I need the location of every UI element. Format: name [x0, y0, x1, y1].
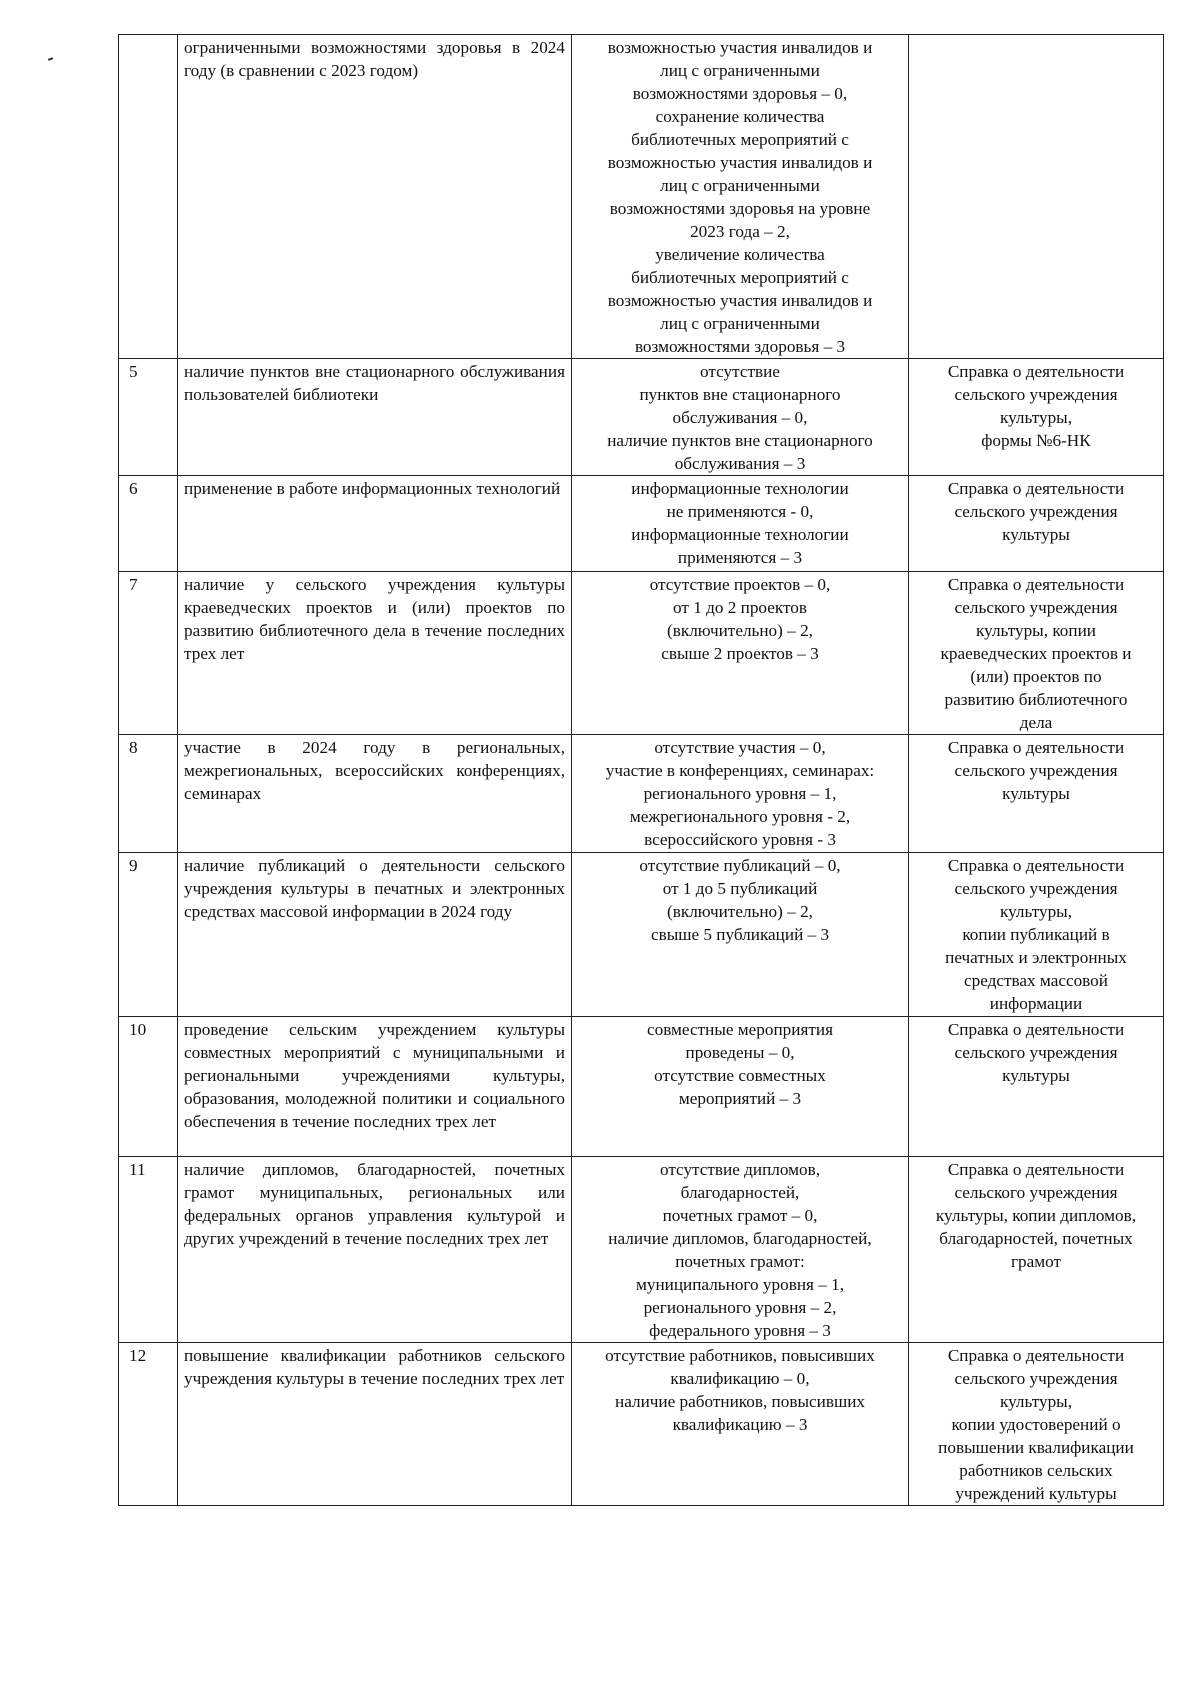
scoring-cell: совместные мероприятия проведены – 0, отсутствие совместных мероприятий – 3 — [572, 1017, 909, 1157]
criterion-cell: участие в 2024 году в региональных, межрегиональных, всероссийских конференциях, семинарах — [178, 735, 572, 853]
documents-cell: Справка о деятельности сельского учреждения культуры, копии удостоверений о повышении квалификации работников сельских учреждений культуры — [909, 1343, 1164, 1506]
criterion-cell: ограниченными возможностями здоровья в 2024 году (в сравнении с 2023 годом) — [178, 35, 572, 359]
criterion-cell: проведение сельским учреждением культуры совместных мероприятий с муниципальными и региональными учреждениями культуры, образования, молодежной политики и социального обеспечения в течение последних трех лет — [178, 1017, 572, 1157]
criterion-cell: наличие публикаций о деятельности сельского учреждения культуры в печатных и электронных средствах массовой информации в 2024 году — [178, 853, 572, 1017]
documents-cell: Справка о деятельности сельского учреждения культуры, формы №6-НК — [909, 359, 1164, 476]
table-row — [119, 476, 1164, 572]
scan-speck — [48, 57, 53, 61]
criteria-table — [118, 34, 1164, 1506]
table-row — [119, 572, 1164, 735]
scoring-cell: возможностью участия инвалидов и лиц с ограниченными возможностями здоровья – 0, сохранение количества библиотечных мероприятий с возможностью участия инвалидов и лиц с ограниченными возможностями здоровья на уровне 2023 года – 2, увеличение количества библиотечных мероприятий с возможностью участия инвалидов и лиц с ограниченными возможностями здоровья – 3 — [572, 35, 909, 359]
scoring-cell: отсутствие публикаций – 0, от 1 до 5 публикаций (включительно) – 2, свыше 5 публикаций – 3 — [572, 853, 909, 1017]
row-number: 10 — [119, 1017, 178, 1157]
criterion-cell: повышение квалификации работников сельского учреждения культуры в течение последних трех лет — [178, 1343, 572, 1506]
scoring-cell: отсутствие работников, повысивших квалификацию – 0, наличие работников, повысивших квалификацию – 3 — [572, 1343, 909, 1506]
row-number: 9 — [119, 853, 178, 1017]
row-number: 5 — [119, 359, 178, 476]
documents-cell: Справка о деятельности сельского учреждения культуры, копии краеведческих проектов и (или) проектов по развитию библиотечного дела — [909, 572, 1164, 735]
row-number — [119, 35, 178, 359]
documents-cell: Справка о деятельности сельского учреждения культуры — [909, 735, 1164, 853]
table-row — [119, 1017, 1164, 1157]
scoring-cell: отсутствие пунктов вне стационарного обслуживания – 0, наличие пунктов вне стационарного обслуживания – 3 — [572, 359, 909, 476]
row-number: 8 — [119, 735, 178, 853]
table-row — [119, 1343, 1164, 1506]
table-row — [119, 735, 1164, 853]
scoring-cell: отсутствие дипломов, благодарностей, почетных грамот – 0, наличие дипломов, благодарностей, почетных грамот: муниципального уровня – 1, регионального уровня – 2, федерального уровня – 3 — [572, 1157, 909, 1343]
row-number: 11 — [119, 1157, 178, 1343]
documents-cell — [909, 35, 1164, 359]
criterion-cell: наличие пунктов вне стационарного обслуживания пользователей библиотеки — [178, 359, 572, 476]
table-row — [119, 359, 1164, 476]
scoring-cell: информационные технологии не применяются - 0, информационные технологии применяются – 3 — [572, 476, 909, 572]
documents-cell: Справка о деятельности сельского учреждения культуры, копии публикаций в печатных и электронных средствах массовой информации — [909, 853, 1164, 1017]
scoring-cell: отсутствие участия – 0, участие в конференциях, семинарах: регионального уровня – 1, межрегионального уровня - 2, всероссийского уровня - 3 — [572, 735, 909, 853]
documents-cell: Справка о деятельности сельского учреждения культуры — [909, 1017, 1164, 1157]
table-row — [119, 1157, 1164, 1343]
row-number: 12 — [119, 1343, 178, 1506]
criterion-cell: наличие дипломов, благодарностей, почетных грамот муниципальных, региональных или федеральных органов управления культурой и других учреждений в течение последних трех лет — [178, 1157, 572, 1343]
criterion-cell: применение в работе информационных технологий — [178, 476, 572, 572]
scoring-cell: отсутствие проектов – 0, от 1 до 2 проектов (включительно) – 2, свыше 2 проектов – 3 — [572, 572, 909, 735]
table-row — [119, 853, 1164, 1017]
documents-cell: Справка о деятельности сельского учреждения культуры, копии дипломов, благодарностей, почетных грамот — [909, 1157, 1164, 1343]
criterion-cell: наличие у сельского учреждения культуры краеведческих проектов и (или) проектов по развитию библиотечного дела в течение последних трех лет — [178, 572, 572, 735]
documents-cell: Справка о деятельности сельского учреждения культуры — [909, 476, 1164, 572]
row-number: 6 — [119, 476, 178, 572]
row-number: 7 — [119, 572, 178, 735]
table-row — [119, 35, 1164, 359]
